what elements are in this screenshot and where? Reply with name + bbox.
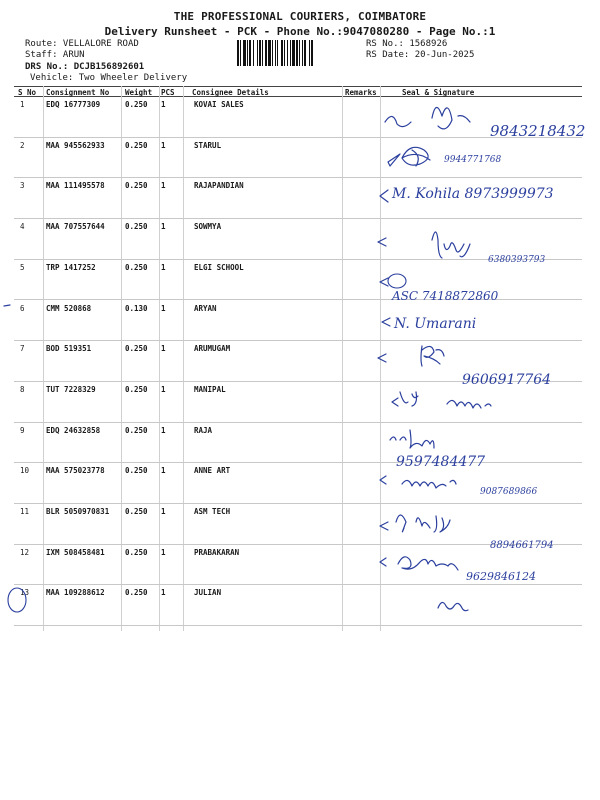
- cell-sno: 1: [20, 100, 25, 109]
- handwritten-text: 8894661794: [490, 540, 554, 551]
- cell-consignee: ANNE ART: [194, 466, 231, 476]
- cell-sno: 2: [20, 140, 25, 150]
- cell-consignee: JULIAN: [194, 588, 222, 598]
- cell-consignment: MAA 111495578: [46, 181, 105, 191]
- cell-pcs: 1: [161, 425, 166, 435]
- table-row: [14, 340, 582, 381]
- cell-sno: 6: [20, 303, 25, 313]
- table-row: [14, 96, 582, 137]
- cell-consignment: IXM 508458481: [46, 547, 105, 557]
- row-divider: [14, 625, 582, 626]
- column-header-seal: Seal & Signature: [402, 88, 475, 97]
- handwritten-text: 9843218432: [490, 122, 586, 140]
- cell-consignment: MAA 109288612: [46, 588, 105, 598]
- cell-consignee: ASM TECH: [194, 507, 231, 516]
- cell-consignee: RAJA: [194, 425, 213, 435]
- table-row: [14, 300, 582, 341]
- cell-pcs: 1: [161, 222, 166, 232]
- cell-weight: 0.250: [125, 507, 148, 516]
- handwritten-text: 9606917764: [462, 372, 552, 388]
- cell-sno: 10: [20, 466, 30, 476]
- cell-weight: 0.250: [125, 466, 148, 476]
- cell-weight: 0.250: [125, 181, 148, 191]
- cell-consignee: MANIPAL: [194, 384, 226, 394]
- cell-consignment: MAA 707557644: [46, 222, 105, 232]
- column-header-consignment: Consignment No: [46, 88, 110, 97]
- cell-pcs: 1: [161, 547, 166, 557]
- handwritten-text: ASC 7418872860: [392, 289, 499, 303]
- handwritten-text: N. Umarani: [394, 316, 477, 332]
- cell-weight: 0.250: [125, 425, 148, 435]
- cell-pcs: 1: [161, 181, 166, 191]
- cell-pcs: 1: [161, 384, 166, 394]
- cell-sno: 8: [20, 384, 25, 394]
- staff-label: Staff: ARUN: [25, 50, 85, 60]
- cell-consignee: KOVAI SALES: [194, 100, 244, 109]
- cell-consignment: EDQ 24632858: [46, 425, 101, 435]
- column-header-weight: Weight: [125, 88, 153, 97]
- company-title: THE PROFESSIONAL COURIERS, COIMBATORE: [173, 10, 427, 23]
- table-row: [14, 259, 582, 300]
- cell-sno: 11: [20, 507, 30, 516]
- cell-weight: 0.250: [125, 140, 148, 150]
- rs-date: RS Date: 20-Jun-2025: [366, 50, 475, 60]
- cell-sno: 7: [20, 344, 25, 354]
- cell-weight: 0.250: [125, 222, 148, 232]
- cell-weight: 0.250: [125, 344, 148, 354]
- cell-consignee: SOWMYA: [194, 222, 222, 232]
- table-row: [14, 503, 582, 544]
- delivery-table: [14, 86, 582, 631]
- column-header-pcs: PCS: [161, 88, 175, 97]
- table-row: [14, 137, 582, 178]
- cell-weight: 0.250: [125, 588, 148, 598]
- cell-consignment: MAA 575023778: [46, 466, 105, 476]
- cell-consignment: MAA 945562933: [46, 140, 105, 150]
- table-row: [14, 584, 582, 625]
- cell-consignee: ARYAN: [194, 303, 217, 313]
- table-top-rule: [14, 86, 582, 87]
- cell-consignment: BLR 5050970831: [46, 507, 110, 516]
- cell-consignee: ELGI SCHOOL: [194, 262, 244, 272]
- cell-sno: 9: [20, 425, 25, 435]
- cell-sno: 5: [20, 262, 25, 272]
- cell-consignee: PRABAKARAN: [194, 547, 240, 557]
- cell-consignee: RAJAPANDIAN: [194, 181, 244, 191]
- cell-sno: 3: [20, 181, 25, 191]
- cell-sno: 13: [20, 588, 30, 598]
- table-row: [14, 544, 582, 585]
- rs-number: RS No.: 1568926: [366, 39, 448, 49]
- handwritten-text: 9944771768: [444, 155, 502, 165]
- cell-weight: 0.250: [125, 384, 148, 394]
- table-row: [14, 462, 582, 503]
- handwritten-text: M. Kohila 8973999973: [392, 186, 554, 202]
- cell-sno: 4: [20, 222, 25, 232]
- drs-number: DRS No.: DCJB156892601: [25, 62, 145, 72]
- cell-pcs: 1: [161, 588, 166, 598]
- cell-sno: 12: [20, 547, 30, 557]
- vehicle-label: Vehicle: Two Wheeler Delivery: [30, 73, 188, 83]
- runsheet-subtitle: Delivery Runsheet - PCK - Phone No.:9047080280 - Page No.:1: [104, 25, 496, 38]
- cell-consignment: TUT 7228329: [46, 384, 96, 394]
- route-label: Route: VELLALORE ROAD: [25, 39, 139, 49]
- handwritten-text: 6380393793: [488, 255, 546, 265]
- barcode-image: [236, 40, 358, 66]
- table-row: [14, 177, 582, 218]
- cell-weight: 0.130: [125, 303, 148, 313]
- handwritten-text: 9629846124: [466, 570, 536, 583]
- cell-pcs: 1: [161, 140, 166, 150]
- cell-weight: 0.250: [125, 547, 148, 557]
- cell-consignment: EDQ 16777309: [46, 100, 101, 109]
- cell-weight: 0.250: [125, 100, 148, 109]
- cell-consignee: STARUL: [194, 140, 222, 150]
- cell-pcs: 1: [161, 303, 166, 313]
- cell-consignee: ARUMUGAM: [194, 344, 231, 354]
- cell-consignment: TRP 1417252: [46, 262, 96, 272]
- column-header-remarks: Remarks: [345, 88, 377, 97]
- table-row: [14, 218, 582, 259]
- cell-pcs: 1: [161, 466, 166, 476]
- cell-weight: 0.250: [125, 262, 148, 272]
- column-header-consignee: Consignee Details: [192, 88, 269, 97]
- cell-consignment: CMM 520868: [46, 303, 92, 313]
- column-header-sno: S No: [18, 88, 37, 97]
- cell-pcs: 1: [161, 344, 166, 354]
- handwritten-text: 9087689866: [480, 487, 538, 497]
- cell-pcs: 1: [161, 507, 166, 516]
- cell-pcs: 1: [161, 100, 166, 109]
- table-row: [14, 381, 582, 422]
- handwritten-text: 9597484477: [396, 454, 486, 470]
- cell-consignment: BOD 519351: [46, 344, 92, 354]
- cell-pcs: 1: [161, 262, 166, 272]
- table-row: [14, 422, 582, 463]
